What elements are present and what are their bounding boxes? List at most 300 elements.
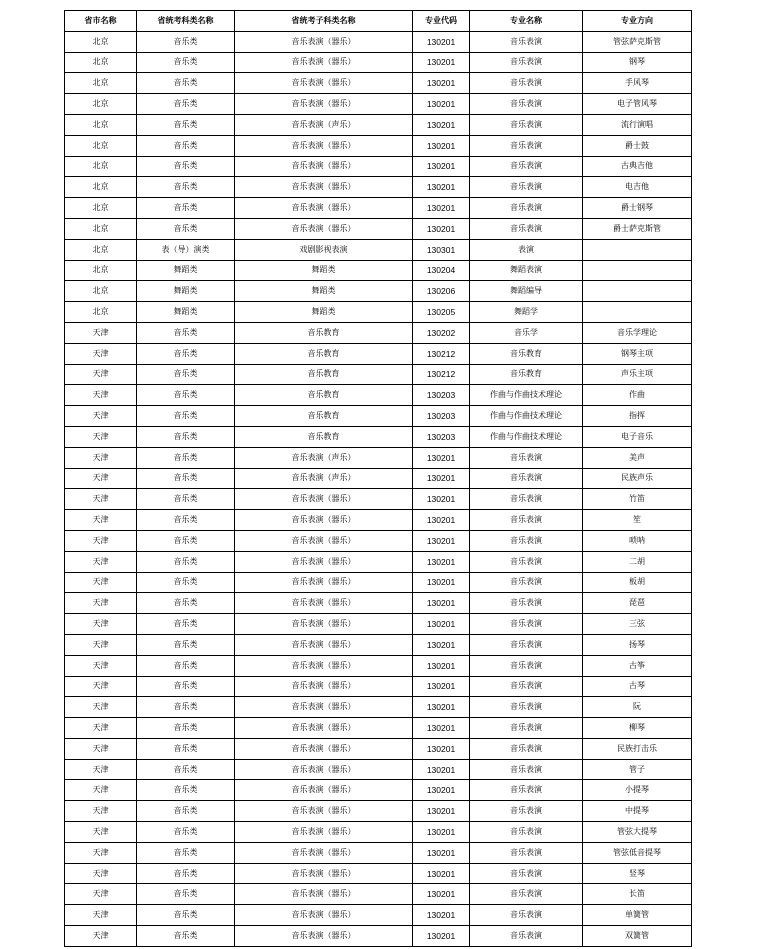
table-row: [65, 905, 692, 926]
cell-major-code: 130201: [413, 530, 470, 551]
cell-subcategory: 音乐表演（器乐）: [235, 156, 413, 177]
cell-major-direction: 古典吉他: [583, 156, 692, 177]
cell-province: 天津: [65, 406, 137, 427]
cell-subcategory: 音乐表演（器乐）: [235, 884, 413, 905]
table-row: [65, 73, 692, 94]
cell-province: 北京: [65, 114, 137, 135]
cell-category: 音乐类: [137, 114, 235, 135]
cell-major-direction: 美声: [583, 447, 692, 468]
cell-major-code: 130201: [413, 676, 470, 697]
cell-major-direction: 长笛: [583, 884, 692, 905]
cell-major-direction: 管弦低音提琴: [583, 842, 692, 863]
cell-major-code: 130201: [413, 73, 470, 94]
cell-major-name: 音乐表演: [470, 697, 583, 718]
cell-major-name: 音乐表演: [470, 676, 583, 697]
cell-category: 音乐类: [137, 218, 235, 239]
cell-subcategory: 音乐表演（声乐）: [235, 114, 413, 135]
cell-subcategory: 音乐表演（器乐）: [235, 73, 413, 94]
cell-category: 音乐类: [137, 364, 235, 385]
cell-subcategory: 音乐表演（器乐）: [235, 926, 413, 947]
cell-category: 音乐类: [137, 510, 235, 531]
cell-major-direction: 单簧管: [583, 905, 692, 926]
table-row: [65, 551, 692, 572]
table-row: [65, 489, 692, 510]
cell-category: 音乐类: [137, 31, 235, 52]
cell-major-name: 音乐表演: [470, 822, 583, 843]
cell-major-code: 130201: [413, 780, 470, 801]
cell-subcategory: 音乐教育: [235, 406, 413, 427]
cell-major-name: 音乐教育: [470, 343, 583, 364]
cell-subcategory: 音乐表演（器乐）: [235, 135, 413, 156]
cell-category: 音乐类: [137, 780, 235, 801]
cell-major-direction: 电子音乐: [583, 426, 692, 447]
cell-major-name: 作曲与作曲技术理论: [470, 385, 583, 406]
cell-province: 北京: [65, 31, 137, 52]
cell-major-code: 130201: [413, 52, 470, 73]
cell-major-direction: 古筝: [583, 655, 692, 676]
cell-category: 舞蹈类: [137, 260, 235, 281]
cell-subcategory: 音乐表演（器乐）: [235, 510, 413, 531]
cell-subcategory: 音乐表演（器乐）: [235, 572, 413, 593]
cell-province: 天津: [65, 385, 137, 406]
cell-province: 天津: [65, 322, 137, 343]
cell-province: 天津: [65, 780, 137, 801]
cell-province: 北京: [65, 156, 137, 177]
table-row: [65, 697, 692, 718]
cell-subcategory: 音乐表演（器乐）: [235, 614, 413, 635]
cell-major-code: 130212: [413, 364, 470, 385]
cell-province: 北京: [65, 239, 137, 260]
cell-subcategory: 音乐表演（器乐）: [235, 177, 413, 198]
cell-major-name: 音乐表演: [470, 780, 583, 801]
cell-category: 音乐类: [137, 759, 235, 780]
table-row: [65, 718, 692, 739]
cell-major-name: 音乐表演: [470, 135, 583, 156]
cell-province: 天津: [65, 759, 137, 780]
cell-province: 北京: [65, 302, 137, 323]
cell-subcategory: 音乐教育: [235, 426, 413, 447]
cell-major-code: 130201: [413, 593, 470, 614]
cell-category: 音乐类: [137, 468, 235, 489]
table-row: [65, 530, 692, 551]
cell-major-code: 130201: [413, 801, 470, 822]
cell-category: 音乐类: [137, 530, 235, 551]
cell-major-direction: [583, 281, 692, 302]
cell-major-code: 130203: [413, 406, 470, 427]
cell-category: 表（导）演类: [137, 239, 235, 260]
table-row: [65, 842, 692, 863]
cell-subcategory: 音乐教育: [235, 343, 413, 364]
cell-major-name: 舞蹈表演: [470, 260, 583, 281]
cell-major-direction: 手风琴: [583, 73, 692, 94]
cell-major-direction: 竹笛: [583, 489, 692, 510]
cell-major-name: 音乐表演: [470, 759, 583, 780]
cell-major-direction: 民族声乐: [583, 468, 692, 489]
cell-subcategory: 音乐表演（器乐）: [235, 905, 413, 926]
cell-province: 天津: [65, 738, 137, 759]
cell-major-direction: 琵琶: [583, 593, 692, 614]
cell-province: 北京: [65, 135, 137, 156]
cell-major-code: 130212: [413, 343, 470, 364]
cell-subcategory: 音乐教育: [235, 322, 413, 343]
cell-major-name: 音乐表演: [470, 52, 583, 73]
cell-major-direction: 钢琴: [583, 52, 692, 73]
table-row: [65, 572, 692, 593]
cell-major-direction: 钢琴主项: [583, 343, 692, 364]
table-row: [65, 385, 692, 406]
cell-subcategory: 音乐表演（器乐）: [235, 842, 413, 863]
cell-major-direction: 管子: [583, 759, 692, 780]
cell-major-code: 130201: [413, 655, 470, 676]
cell-subcategory: 音乐表演（器乐）: [235, 759, 413, 780]
cell-province: 天津: [65, 926, 137, 947]
cell-category: 音乐类: [137, 426, 235, 447]
cell-category: 音乐类: [137, 447, 235, 468]
table-row: [65, 801, 692, 822]
cell-major-code: 130201: [413, 822, 470, 843]
cell-major-name: 音乐表演: [470, 530, 583, 551]
cell-province: 天津: [65, 614, 137, 635]
cell-major-direction: 竖琴: [583, 863, 692, 884]
cell-major-name: 音乐表演: [470, 718, 583, 739]
cell-subcategory: 音乐表演（器乐）: [235, 801, 413, 822]
cell-province: 天津: [65, 593, 137, 614]
cell-major-name: 作曲与作曲技术理论: [470, 426, 583, 447]
cell-major-code: 130201: [413, 842, 470, 863]
header-major-code: 专业代码: [413, 11, 470, 32]
table-row: [65, 343, 692, 364]
cell-major-name: 音乐表演: [470, 614, 583, 635]
cell-major-name: 音乐教育: [470, 364, 583, 385]
cell-major-code: 130201: [413, 177, 470, 198]
cell-subcategory: 音乐教育: [235, 364, 413, 385]
cell-major-name: 音乐表演: [470, 842, 583, 863]
cell-subcategory: 音乐表演（器乐）: [235, 593, 413, 614]
cell-major-code: 130301: [413, 239, 470, 260]
cell-major-name: 音乐表演: [470, 510, 583, 531]
cell-category: 音乐类: [137, 884, 235, 905]
cell-province: 天津: [65, 426, 137, 447]
cell-major-name: 音乐表演: [470, 884, 583, 905]
cell-category: 音乐类: [137, 156, 235, 177]
table-row: [65, 322, 692, 343]
cell-major-code: 130201: [413, 718, 470, 739]
cell-category: 音乐类: [137, 551, 235, 572]
cell-category: 音乐类: [137, 135, 235, 156]
cell-major-code: 130201: [413, 94, 470, 115]
cell-major-code: 130201: [413, 468, 470, 489]
table-row: [65, 468, 692, 489]
cell-category: 音乐类: [137, 406, 235, 427]
cell-major-code: 130201: [413, 614, 470, 635]
cell-major-direction: 指挥: [583, 406, 692, 427]
cell-major-name: 音乐表演: [470, 31, 583, 52]
table-row: [65, 406, 692, 427]
cell-subcategory: 音乐表演（器乐）: [235, 718, 413, 739]
cell-major-name: 音乐表演: [470, 738, 583, 759]
cell-major-direction: [583, 260, 692, 281]
cell-major-name: 音乐表演: [470, 468, 583, 489]
cell-province: 天津: [65, 510, 137, 531]
header-major-direction: 专业方向: [583, 11, 692, 32]
cell-major-direction: 民族打击乐: [583, 738, 692, 759]
cell-major-name: 音乐学: [470, 322, 583, 343]
cell-province: 天津: [65, 676, 137, 697]
cell-major-code: 130201: [413, 697, 470, 718]
cell-subcategory: 音乐表演（器乐）: [235, 530, 413, 551]
cell-major-name: 音乐表演: [470, 551, 583, 572]
cell-major-name: 音乐表演: [470, 94, 583, 115]
cell-major-code: 130203: [413, 426, 470, 447]
cell-subcategory: 音乐表演（器乐）: [235, 655, 413, 676]
cell-major-code: 130202: [413, 322, 470, 343]
cell-major-direction: 小提琴: [583, 780, 692, 801]
cell-province: 天津: [65, 718, 137, 739]
cell-major-name: 音乐表演: [470, 156, 583, 177]
cell-major-direction: 爵士鼓: [583, 135, 692, 156]
table-row: [65, 884, 692, 905]
table-row: [65, 780, 692, 801]
cell-major-code: 130201: [413, 218, 470, 239]
cell-major-direction: 三弦: [583, 614, 692, 635]
cell-subcategory: 音乐表演（器乐）: [235, 198, 413, 219]
cell-major-code: 130201: [413, 551, 470, 572]
cell-major-code: 130201: [413, 905, 470, 926]
cell-category: 音乐类: [137, 801, 235, 822]
cell-major-name: 音乐表演: [470, 447, 583, 468]
cell-major-direction: 中提琴: [583, 801, 692, 822]
cell-subcategory: 音乐表演（器乐）: [235, 863, 413, 884]
table-row: [65, 926, 692, 947]
cell-category: 音乐类: [137, 73, 235, 94]
cell-major-direction: 唢呐: [583, 530, 692, 551]
cell-subcategory: 音乐表演（声乐）: [235, 447, 413, 468]
cell-major-name: 音乐表演: [470, 73, 583, 94]
cell-subcategory: 音乐表演（声乐）: [235, 468, 413, 489]
cell-major-code: 130201: [413, 135, 470, 156]
cell-major-name: 音乐表演: [470, 177, 583, 198]
cell-category: 音乐类: [137, 655, 235, 676]
cell-major-code: 130201: [413, 884, 470, 905]
table-row: [65, 364, 692, 385]
cell-province: 天津: [65, 697, 137, 718]
cell-category: 音乐类: [137, 614, 235, 635]
cell-province: 天津: [65, 468, 137, 489]
cell-category: 音乐类: [137, 177, 235, 198]
table-row: [65, 239, 692, 260]
cell-province: 天津: [65, 634, 137, 655]
cell-category: 音乐类: [137, 489, 235, 510]
cell-major-code: 130205: [413, 302, 470, 323]
cell-major-name: 音乐表演: [470, 905, 583, 926]
table-row: [65, 218, 692, 239]
cell-province: 天津: [65, 447, 137, 468]
cell-major-code: 130201: [413, 738, 470, 759]
cell-province: 天津: [65, 530, 137, 551]
cell-subcategory: 音乐教育: [235, 385, 413, 406]
cell-province: 北京: [65, 198, 137, 219]
table-row: [65, 281, 692, 302]
cell-subcategory: 音乐表演（器乐）: [235, 634, 413, 655]
cell-subcategory: 音乐表演（器乐）: [235, 822, 413, 843]
cell-major-direction: [583, 302, 692, 323]
cell-province: 北京: [65, 260, 137, 281]
cell-major-code: 130201: [413, 759, 470, 780]
header-province: 省市名称: [65, 11, 137, 32]
cell-subcategory: 音乐表演（器乐）: [235, 31, 413, 52]
cell-major-name: 舞蹈学: [470, 302, 583, 323]
cell-major-code: 130203: [413, 385, 470, 406]
cell-major-direction: 古琴: [583, 676, 692, 697]
table-body: [65, 31, 692, 946]
cell-province: 天津: [65, 572, 137, 593]
cell-major-direction: 电子管风琴: [583, 94, 692, 115]
cell-major-direction: 柳琴: [583, 718, 692, 739]
table-row: [65, 614, 692, 635]
cell-province: 天津: [65, 551, 137, 572]
cell-province: 天津: [65, 655, 137, 676]
cell-subcategory: 音乐表演（器乐）: [235, 738, 413, 759]
cell-category: 音乐类: [137, 634, 235, 655]
cell-major-code: 130201: [413, 114, 470, 135]
cell-major-code: 130201: [413, 926, 470, 947]
cell-major-code: 130201: [413, 634, 470, 655]
table-row: [65, 676, 692, 697]
cell-major-direction: 流行演唱: [583, 114, 692, 135]
cell-major-name: 音乐表演: [470, 863, 583, 884]
cell-category: 音乐类: [137, 905, 235, 926]
cell-category: 音乐类: [137, 738, 235, 759]
cell-major-name: 表演: [470, 239, 583, 260]
cell-major-name: 音乐表演: [470, 198, 583, 219]
header-major-name: 专业名称: [470, 11, 583, 32]
cell-subcategory: 音乐表演（器乐）: [235, 551, 413, 572]
cell-major-name: 音乐表演: [470, 572, 583, 593]
cell-category: 音乐类: [137, 926, 235, 947]
table-row: [65, 156, 692, 177]
major-table: [64, 10, 692, 947]
cell-major-code: 130201: [413, 447, 470, 468]
cell-category: 音乐类: [137, 52, 235, 73]
cell-subcategory: 音乐表演（器乐）: [235, 697, 413, 718]
table-row: [65, 198, 692, 219]
cell-major-direction: 二胡: [583, 551, 692, 572]
cell-province: 天津: [65, 842, 137, 863]
cell-subcategory: 舞蹈类: [235, 281, 413, 302]
cell-category: 音乐类: [137, 593, 235, 614]
table-row: [65, 135, 692, 156]
cell-major-direction: 笙: [583, 510, 692, 531]
table-row: [65, 114, 692, 135]
table-row: [65, 94, 692, 115]
cell-province: 天津: [65, 801, 137, 822]
table-row: [65, 426, 692, 447]
cell-major-code: 130201: [413, 863, 470, 884]
table-row: [65, 863, 692, 884]
cell-major-direction: 作曲: [583, 385, 692, 406]
table-row: [65, 260, 692, 281]
cell-major-code: 130201: [413, 198, 470, 219]
table-row: [65, 177, 692, 198]
cell-province: 天津: [65, 822, 137, 843]
table-row: [65, 302, 692, 323]
cell-major-code: 130206: [413, 281, 470, 302]
table-row: [65, 52, 692, 73]
cell-category: 音乐类: [137, 718, 235, 739]
cell-province: 天津: [65, 489, 137, 510]
cell-major-direction: 电吉他: [583, 177, 692, 198]
table-row: [65, 31, 692, 52]
cell-major-direction: 爵士钢琴: [583, 198, 692, 219]
cell-major-name: 音乐表演: [470, 634, 583, 655]
cell-category: 音乐类: [137, 198, 235, 219]
cell-subcategory: 音乐表演（器乐）: [235, 218, 413, 239]
cell-major-direction: 音乐学理论: [583, 322, 692, 343]
table-row: [65, 822, 692, 843]
table-row: [65, 634, 692, 655]
cell-province: 北京: [65, 73, 137, 94]
cell-major-direction: 爵士萨克斯管: [583, 218, 692, 239]
cell-major-name: 作曲与作曲技术理论: [470, 406, 583, 427]
cell-province: 北京: [65, 52, 137, 73]
cell-province: 天津: [65, 343, 137, 364]
cell-category: 音乐类: [137, 322, 235, 343]
cell-category: 舞蹈类: [137, 281, 235, 302]
cell-category: 音乐类: [137, 863, 235, 884]
cell-major-direction: 扬琴: [583, 634, 692, 655]
cell-major-direction: 板胡: [583, 572, 692, 593]
cell-major-name: 音乐表演: [470, 926, 583, 947]
cell-major-name: 音乐表演: [470, 655, 583, 676]
cell-category: 舞蹈类: [137, 302, 235, 323]
cell-category: 音乐类: [137, 676, 235, 697]
cell-province: 北京: [65, 218, 137, 239]
cell-subcategory: 戏剧影视表演: [235, 239, 413, 260]
header-category: 省统考科类名称: [137, 11, 235, 32]
header-subcategory: 省统考子科类名称: [235, 11, 413, 32]
cell-subcategory: 舞蹈类: [235, 302, 413, 323]
cell-major-name: 音乐表演: [470, 218, 583, 239]
cell-subcategory: 舞蹈类: [235, 260, 413, 281]
cell-major-direction: 管弦大提琴: [583, 822, 692, 843]
table-row: [65, 593, 692, 614]
cell-major-name: 音乐表演: [470, 489, 583, 510]
cell-subcategory: 音乐表演（器乐）: [235, 489, 413, 510]
table-row: [65, 738, 692, 759]
cell-subcategory: 音乐表演（器乐）: [235, 52, 413, 73]
cell-category: 音乐类: [137, 343, 235, 364]
cell-province: 天津: [65, 863, 137, 884]
cell-category: 音乐类: [137, 572, 235, 593]
cell-subcategory: 音乐表演（器乐）: [235, 94, 413, 115]
cell-major-code: 130201: [413, 31, 470, 52]
cell-province: 北京: [65, 94, 137, 115]
table-row: [65, 759, 692, 780]
table-row: [65, 447, 692, 468]
cell-major-name: 音乐表演: [470, 593, 583, 614]
cell-major-code: 130204: [413, 260, 470, 281]
cell-category: 音乐类: [137, 94, 235, 115]
cell-category: 音乐类: [137, 842, 235, 863]
cell-province: 天津: [65, 884, 137, 905]
cell-major-direction: [583, 239, 692, 260]
cell-category: 音乐类: [137, 697, 235, 718]
cell-major-name: 舞蹈编导: [470, 281, 583, 302]
table-row: [65, 655, 692, 676]
cell-major-name: 音乐表演: [470, 114, 583, 135]
cell-major-direction: 管弦萨克斯管: [583, 31, 692, 52]
cell-category: 音乐类: [137, 822, 235, 843]
